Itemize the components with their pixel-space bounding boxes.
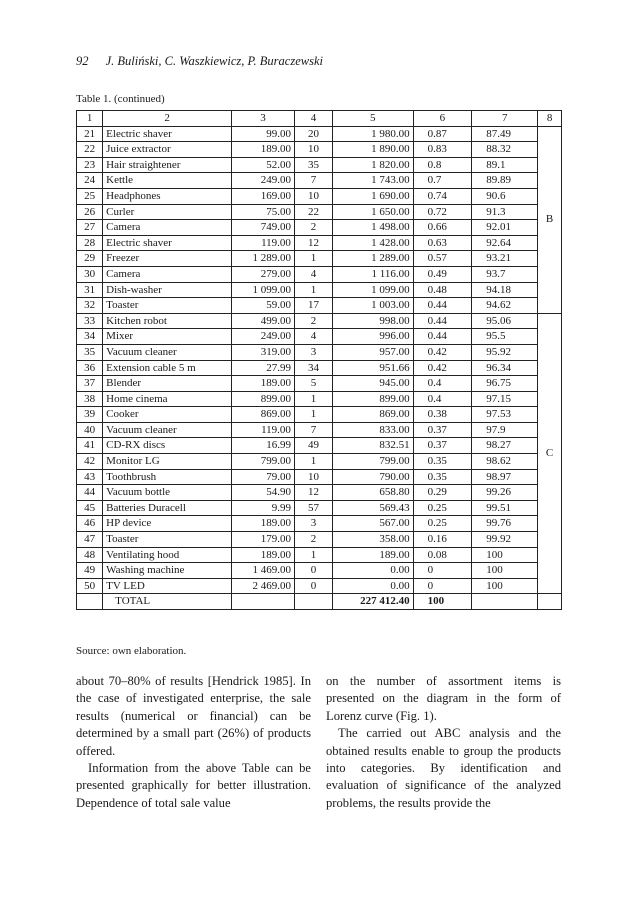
table-cell: 869.00 xyxy=(231,407,294,423)
table-cell: Camera xyxy=(103,266,232,282)
table-header-row xyxy=(77,111,562,127)
table-cell: Toaster xyxy=(103,532,232,548)
table-cell: 0.49 xyxy=(413,266,472,282)
table-cell: 46 xyxy=(77,516,103,532)
col-header: 6 xyxy=(413,111,472,127)
table-cell: 1 498.00 xyxy=(332,220,413,236)
table-cell: 10 xyxy=(294,469,332,485)
running-header xyxy=(76,54,323,69)
table-cell: 1 820.00 xyxy=(332,157,413,173)
empty-cell xyxy=(294,594,332,610)
body-column-right xyxy=(326,673,561,812)
table-cell: 9.99 xyxy=(231,500,294,516)
table-cell: 35 xyxy=(294,157,332,173)
table-cell: 35 xyxy=(77,344,103,360)
table-cell: 98.97 xyxy=(472,469,538,485)
table-cell: Mixer xyxy=(103,329,232,345)
table-cell: Monitor LG xyxy=(103,454,232,470)
table-cell: 100 xyxy=(472,547,538,563)
table-row xyxy=(77,220,562,236)
table-cell: 945.00 xyxy=(332,376,413,392)
table-cell: 93.21 xyxy=(472,251,538,267)
table-cell: Washing machine xyxy=(103,563,232,579)
table-cell: 22 xyxy=(77,142,103,158)
table-cell: 899.00 xyxy=(332,391,413,407)
table-cell: 23 xyxy=(77,157,103,173)
table-cell: 89.1 xyxy=(472,157,538,173)
table-cell: 49 xyxy=(77,563,103,579)
table-cell: 92.01 xyxy=(472,220,538,236)
table-cell: 749.00 xyxy=(231,220,294,236)
table-cell: 93.7 xyxy=(472,266,538,282)
table-cell: 59.00 xyxy=(231,298,294,314)
table-cell: 22 xyxy=(294,204,332,220)
table-cell: 30 xyxy=(77,266,103,282)
table-cell: 998.00 xyxy=(332,313,413,329)
table-cell: 47 xyxy=(77,532,103,548)
body-column-left xyxy=(76,673,311,812)
table-cell: 50 xyxy=(77,578,103,594)
table-cell: 90.6 xyxy=(472,188,538,204)
table-cell: 99.92 xyxy=(472,532,538,548)
table-cell: 0.7 xyxy=(413,173,472,189)
table-cell: 996.00 xyxy=(332,329,413,345)
empty-cell xyxy=(77,594,103,610)
table-cell: Hair straightener xyxy=(103,157,232,173)
table-row xyxy=(77,282,562,298)
table-cell: 1 xyxy=(294,251,332,267)
table-row xyxy=(77,438,562,454)
table-cell: 21 xyxy=(77,126,103,142)
table-cell: 92.64 xyxy=(472,235,538,251)
col-header: 7 xyxy=(472,111,538,127)
table-cell: 40 xyxy=(77,422,103,438)
col-header: 5 xyxy=(332,111,413,127)
table-cell: 957.00 xyxy=(332,344,413,360)
table-row xyxy=(77,516,562,532)
table-cell: 1 116.00 xyxy=(332,266,413,282)
table-cell: 10 xyxy=(294,142,332,158)
table-cell: 799.00 xyxy=(231,454,294,470)
table-cell: 249.00 xyxy=(231,329,294,345)
table-cell: 20 xyxy=(294,126,332,142)
table-cell: 0.42 xyxy=(413,344,472,360)
table-cell: 36 xyxy=(77,360,103,376)
table-cell: 832.51 xyxy=(332,438,413,454)
table-cell: 96.75 xyxy=(472,376,538,392)
table-cell: 94.18 xyxy=(472,282,538,298)
table-cell: 0.83 xyxy=(413,142,472,158)
table-cell: 29 xyxy=(77,251,103,267)
table-cell: 31 xyxy=(77,282,103,298)
table-cell: 38 xyxy=(77,391,103,407)
table-cell: 899.00 xyxy=(231,391,294,407)
table-cell: 179.00 xyxy=(231,532,294,548)
table-cell: 0.29 xyxy=(413,485,472,501)
table-cell: Vacuum cleaner xyxy=(103,422,232,438)
table-cell: 2 469.00 xyxy=(231,578,294,594)
table-cell: 27.99 xyxy=(231,360,294,376)
authors: J. Buliński, C. Waszkiewicz, P. Buraczewski xyxy=(105,54,323,68)
table-cell: 12 xyxy=(294,235,332,251)
table-cell: 1 003.00 xyxy=(332,298,413,314)
col-header: 8 xyxy=(538,111,562,127)
table-cell: 97.53 xyxy=(472,407,538,423)
table-cell: 0.44 xyxy=(413,313,472,329)
table-cell: 0.63 xyxy=(413,235,472,251)
table-cell: 0.72 xyxy=(413,204,472,220)
table-cell: 0.87 xyxy=(413,126,472,142)
table-row xyxy=(77,251,562,267)
table-cell: 41 xyxy=(77,438,103,454)
table-cell: Home cinema xyxy=(103,391,232,407)
table-cell: 42 xyxy=(77,454,103,470)
table-cell: 1 890.00 xyxy=(332,142,413,158)
table-cell: 3 xyxy=(294,516,332,532)
table-cell: 43 xyxy=(77,469,103,485)
table-cell: 1 289.00 xyxy=(332,251,413,267)
table-cell: 279.00 xyxy=(231,266,294,282)
table-cell: 57 xyxy=(294,500,332,516)
table-cell: 1 743.00 xyxy=(332,173,413,189)
table-row xyxy=(77,485,562,501)
table-cell: Camera xyxy=(103,220,232,236)
table-cell: Freezer xyxy=(103,251,232,267)
table-cell: 5 xyxy=(294,376,332,392)
table-cell: Ventilating hood xyxy=(103,547,232,563)
table-cell: Dish-washer xyxy=(103,282,232,298)
table-cell: 0.66 xyxy=(413,220,472,236)
table-cell: Batteries Duracell xyxy=(103,500,232,516)
table-cell: 16.99 xyxy=(231,438,294,454)
table-row xyxy=(77,188,562,204)
total-cell: 227 412.40 xyxy=(332,594,413,610)
empty-cell xyxy=(472,594,538,610)
table-cell: 790.00 xyxy=(332,469,413,485)
table-cell: 98.62 xyxy=(472,454,538,470)
table-cell: 1 469.00 xyxy=(231,563,294,579)
table-cell: 658.80 xyxy=(332,485,413,501)
table-cell: Toothbrush xyxy=(103,469,232,485)
table-cell: 569.43 xyxy=(332,500,413,516)
table-row xyxy=(77,204,562,220)
table-cell: 24 xyxy=(77,173,103,189)
table-cell: Headphones xyxy=(103,188,232,204)
table-cell: 97.9 xyxy=(472,422,538,438)
table-cell: 0.00 xyxy=(332,563,413,579)
table-cell: 499.00 xyxy=(231,313,294,329)
table-cell: 26 xyxy=(77,204,103,220)
table-cell: 189.00 xyxy=(332,547,413,563)
table-cell: 0.44 xyxy=(413,298,472,314)
table-cell: 91.3 xyxy=(472,204,538,220)
table-cell: 12 xyxy=(294,485,332,501)
table-cell: 52.00 xyxy=(231,157,294,173)
table-row xyxy=(77,407,562,423)
table-row xyxy=(77,563,562,579)
group-label: C xyxy=(538,313,562,594)
table-cell: 0.35 xyxy=(413,469,472,485)
table-cell: 0.25 xyxy=(413,500,472,516)
table-cell: 0.74 xyxy=(413,188,472,204)
table-cell: 100 xyxy=(472,563,538,579)
table-cell: 45 xyxy=(77,500,103,516)
paragraph: about 70–80% of results [Hendrick 1985]. In the case of investigated enterprise, the sale results (numerical or financial) can be determined by a small part (26%) of products offered. xyxy=(76,674,311,758)
table-cell: 44 xyxy=(77,485,103,501)
table-cell: 87.49 xyxy=(472,126,538,142)
source-note: Source: own elaboration. xyxy=(76,645,187,657)
table-cell: 34 xyxy=(294,360,332,376)
table-row xyxy=(77,532,562,548)
table-row xyxy=(77,313,562,329)
table-cell: 32 xyxy=(77,298,103,314)
table-cell: 97.15 xyxy=(472,391,538,407)
table-cell: 0.35 xyxy=(413,454,472,470)
table-cell: 833.00 xyxy=(332,422,413,438)
table-cell: Blender xyxy=(103,376,232,392)
table-cell: 88.32 xyxy=(472,142,538,158)
table-cell: 0 xyxy=(294,578,332,594)
table-cell: 2 xyxy=(294,313,332,329)
table-cell: 7 xyxy=(294,422,332,438)
total-row xyxy=(77,594,562,610)
table-cell: Kitchen robot xyxy=(103,313,232,329)
total-cell: TOTAL xyxy=(103,594,232,610)
table-cell: 25 xyxy=(77,188,103,204)
table-cell: 358.00 xyxy=(332,532,413,548)
table-cell: 0 xyxy=(413,578,472,594)
table-row xyxy=(77,126,562,142)
table-row xyxy=(77,173,562,189)
table-cell: Juice extractor xyxy=(103,142,232,158)
table-cell: 48 xyxy=(77,547,103,563)
table-cell: 0.57 xyxy=(413,251,472,267)
table-row xyxy=(77,547,562,563)
table-cell: 37 xyxy=(77,376,103,392)
table-cell: 54.90 xyxy=(231,485,294,501)
paragraph: The carried out ABC analysis and the obtained results enable to group the products into categories. By identification and evaluation of significance of the analyzed problems, the results provide the xyxy=(326,726,561,810)
table-cell: 1 980.00 xyxy=(332,126,413,142)
table-row xyxy=(77,469,562,485)
table-cell: 0.38 xyxy=(413,407,472,423)
table-cell: 189.00 xyxy=(231,376,294,392)
table-cell: 0.4 xyxy=(413,376,472,392)
data-table xyxy=(76,110,562,610)
table-cell: 1 428.00 xyxy=(332,235,413,251)
table-cell: Kettle xyxy=(103,173,232,189)
table-cell: 49 xyxy=(294,438,332,454)
table-cell: 0.16 xyxy=(413,532,472,548)
table-cell: 0.37 xyxy=(413,438,472,454)
table-cell: 189.00 xyxy=(231,516,294,532)
table-cell: 1 099.00 xyxy=(231,282,294,298)
table-cell: 33 xyxy=(77,313,103,329)
table-cell: 189.00 xyxy=(231,142,294,158)
table-row xyxy=(77,235,562,251)
paragraph: on the number of assortment items is presented on the diagram in the form of Lorenz curve (Fig. 1). xyxy=(326,674,561,723)
table-cell: 75.00 xyxy=(231,204,294,220)
table-body xyxy=(77,111,562,610)
table-cell: 99.76 xyxy=(472,516,538,532)
table-cell: 1 650.00 xyxy=(332,204,413,220)
table-cell: 0.37 xyxy=(413,422,472,438)
table-cell: 0.48 xyxy=(413,282,472,298)
table-cell: 0.4 xyxy=(413,391,472,407)
table-cell: Toaster xyxy=(103,298,232,314)
table-cell: 189.00 xyxy=(231,547,294,563)
table-cell: 99.26 xyxy=(472,485,538,501)
table-cell: 1 099.00 xyxy=(332,282,413,298)
empty-cell xyxy=(231,594,294,610)
table-cell: 4 xyxy=(294,266,332,282)
table-cell: 249.00 xyxy=(231,173,294,189)
table-caption: Table 1. (continued) xyxy=(76,93,165,105)
table-cell: 0.25 xyxy=(413,516,472,532)
table-cell: Cooker xyxy=(103,407,232,423)
table-cell: 99.00 xyxy=(231,126,294,142)
table-cell: CD-RX discs xyxy=(103,438,232,454)
table-row xyxy=(77,422,562,438)
col-header: 1 xyxy=(77,111,103,127)
table-cell: 869.00 xyxy=(332,407,413,423)
table-cell: 96.34 xyxy=(472,360,538,376)
table-cell: 169.00 xyxy=(231,188,294,204)
table-row xyxy=(77,391,562,407)
table-row xyxy=(77,157,562,173)
table-cell: 95.92 xyxy=(472,344,538,360)
table-row xyxy=(77,329,562,345)
col-header: 3 xyxy=(231,111,294,127)
table-cell: 1 xyxy=(294,407,332,423)
table-cell: 95.06 xyxy=(472,313,538,329)
table-cell: 119.00 xyxy=(231,235,294,251)
table-cell: 0.08 xyxy=(413,547,472,563)
table-cell: Extension cable 5 m xyxy=(103,360,232,376)
table-row xyxy=(77,454,562,470)
page-number: 92 xyxy=(76,54,89,68)
table-cell: 99.51 xyxy=(472,500,538,516)
table-cell: 0.00 xyxy=(332,578,413,594)
table-cell: 0 xyxy=(413,563,472,579)
empty-cell xyxy=(538,594,562,610)
table-cell: 79.00 xyxy=(231,469,294,485)
table-cell: 1 690.00 xyxy=(332,188,413,204)
table-row xyxy=(77,142,562,158)
table-cell: Electric shaver xyxy=(103,235,232,251)
table-cell: 119.00 xyxy=(231,422,294,438)
table-cell: Curler xyxy=(103,204,232,220)
table-cell: 0.44 xyxy=(413,329,472,345)
table-cell: 0.8 xyxy=(413,157,472,173)
table-cell: 0 xyxy=(294,563,332,579)
table-cell: Electric shaver xyxy=(103,126,232,142)
table-cell: 10 xyxy=(294,188,332,204)
table-cell: 100 xyxy=(472,578,538,594)
table-cell: 1 xyxy=(294,454,332,470)
table-cell: 94.62 xyxy=(472,298,538,314)
table-row xyxy=(77,360,562,376)
table-cell: 34 xyxy=(77,329,103,345)
table-row xyxy=(77,266,562,282)
table-cell: HP device xyxy=(103,516,232,532)
col-header: 2 xyxy=(103,111,232,127)
table-cell: 2 xyxy=(294,220,332,236)
table-row xyxy=(77,376,562,392)
table-cell: 7 xyxy=(294,173,332,189)
table-cell: Vacuum bottle xyxy=(103,485,232,501)
group-label: B xyxy=(538,126,562,313)
table-cell: 95.5 xyxy=(472,329,538,345)
table-cell: 27 xyxy=(77,220,103,236)
table-row xyxy=(77,344,562,360)
table-cell: 28 xyxy=(77,235,103,251)
table-cell: 0.42 xyxy=(413,360,472,376)
table-cell: 1 xyxy=(294,282,332,298)
table-cell: TV LED xyxy=(103,578,232,594)
table-row xyxy=(77,500,562,516)
table-cell: 3 xyxy=(294,344,332,360)
table-cell: 2 xyxy=(294,532,332,548)
table-row xyxy=(77,578,562,594)
paragraph: Information from the above Table can be presented graphically for better illustration. Dependence of total sale value xyxy=(76,761,311,810)
table-cell: 4 xyxy=(294,329,332,345)
table-cell: 319.00 xyxy=(231,344,294,360)
table-cell: 567.00 xyxy=(332,516,413,532)
table-cell: 1 xyxy=(294,391,332,407)
col-header: 4 xyxy=(294,111,332,127)
table-cell: 1 xyxy=(294,547,332,563)
table-row xyxy=(77,298,562,314)
table-cell: 17 xyxy=(294,298,332,314)
table-cell: 1 289.00 xyxy=(231,251,294,267)
table-cell: 799.00 xyxy=(332,454,413,470)
table-cell: 39 xyxy=(77,407,103,423)
table-cell: 98.27 xyxy=(472,438,538,454)
total-cell: 100 xyxy=(413,594,472,610)
table-cell: 951.66 xyxy=(332,360,413,376)
table-cell: Vacuum cleaner xyxy=(103,344,232,360)
table-cell: 89.89 xyxy=(472,173,538,189)
